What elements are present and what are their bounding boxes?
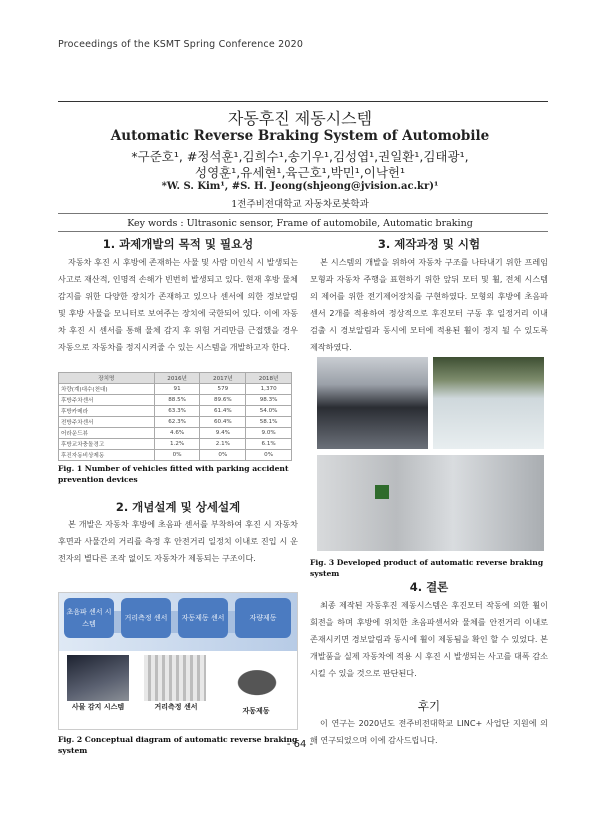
table-header: 장치명 xyxy=(59,373,155,384)
section-3-title: 3. 제작과정 및 시험 xyxy=(377,237,481,251)
authors-line-2: 성영훈¹,유세현¹,육근호¹,박민¹,이낙헌¹ xyxy=(195,165,405,180)
table-header-row xyxy=(59,373,292,384)
section-3-body: 본 시스템의 개발을 위하여 자동차 구조를 나타내기 위한 프레임 모형과 자동차 주행을 표현하기 위한 앞뒤 모터 및 휠, 전체 시스템의 제어를 위한 전기제어장치를 구현하였다. 모형의 후방에 초음파센서 2개를 적용하여 정상적으로 후진모터 구동 후 일정거리 이내 검출 시 경보알림과 동시에 모터에 적용된 휠이 정지 될 수 있도록 제작하였다. xyxy=(310,257,548,352)
table-header: 2017년 xyxy=(200,373,246,384)
table-row xyxy=(59,406,292,417)
table-row xyxy=(59,417,292,428)
title-korean: 자동후진 제동시스템 xyxy=(227,109,373,128)
table-cell: 4.6% xyxy=(154,428,200,439)
table-cell: 후방교차충돌경고 xyxy=(59,439,155,450)
table-row xyxy=(59,428,292,439)
conference-header: Proceedings of the KSMT Spring Conference 2020 xyxy=(58,39,304,50)
table-cell: 91 xyxy=(154,384,200,395)
table-cell: 9.4% xyxy=(200,428,246,439)
diagram-box-label: 자량제동 xyxy=(249,614,277,622)
table-cell: 9.0% xyxy=(246,428,292,439)
table-cell: 차량(계)대수(천대) xyxy=(59,384,155,395)
section-4-title: 4. 결론 xyxy=(409,580,449,594)
table-cell: 63.3% xyxy=(154,406,200,417)
table-cell: 6.1% xyxy=(246,439,292,450)
photo-label-object-detection: 사물 감지 시스템 xyxy=(71,703,125,711)
table-cell: 58.1% xyxy=(246,417,292,428)
table-cell: 89.6% xyxy=(200,395,246,406)
table-row xyxy=(59,384,292,395)
section-2-body: 본 개발은 자동차 후방에 초음파 센서를 부착하여 후진 시 자동차 후면과 사물간의 거리를 측정 후 안전거리 일정치 이내로 진입 시 운전자의 별다른 조작 없이도 자동차가 제동되는 구조이다. xyxy=(58,519,298,563)
diagram-box-label: 자동제동 센서 xyxy=(181,614,225,622)
auto-brake-photo xyxy=(224,661,290,697)
figure-3-caption: Fig. 3 Developed product of automatic reverse braking system xyxy=(310,558,544,578)
table-cell: 후방주차센서 xyxy=(59,395,155,406)
photo-label-distance-sensor: 거리측정 센서 xyxy=(154,703,198,711)
prototype-closeup-photo xyxy=(433,357,544,449)
vehicle-device-table-wrap xyxy=(58,372,298,461)
figure-1-caption: Fig. 1 Number of vehicles fitted with parking accident prevention devices xyxy=(58,464,289,484)
table-cell: 1.2% xyxy=(154,439,200,450)
section-2-title: 2. 개념설계 및 상세설계 xyxy=(115,500,241,514)
circuit-board xyxy=(375,485,389,499)
table-cell: 후진자동비상제동 xyxy=(59,450,155,461)
table-cell: 1,370 xyxy=(246,384,292,395)
keywords: Key words : Ultrasonic sensor, Frame of automobile, Automatic braking xyxy=(127,218,473,229)
object-detection-photo xyxy=(67,655,129,701)
section-1-title: 1. 과제개발의 목적 및 필요성 xyxy=(102,237,254,251)
table-cell: 어라운드뷰 xyxy=(59,428,155,439)
diagram-box-label: 거리측정 센서 xyxy=(124,614,168,622)
diagram-box-auto-brake-sensor xyxy=(178,598,228,638)
diagram-box-vehicle-brake xyxy=(235,598,291,638)
diagram-box-distance-sensor xyxy=(121,598,171,638)
title-english: Automatic Reverse Braking System of Automobile xyxy=(110,128,490,144)
table-cell: 579 xyxy=(200,384,246,395)
section-4-body: 최종 제작된 자동후진 제동시스템은 후진모터 작동에 의한 휠이 회전을 하며 후방에 위치한 초음파센서와 물체를 안전거리 이내로 존재시키면 경보알림과 동시에 휠이 제동됨을 확인 할 수 있었다. 본 개발품을 실제 자동차에 적용 시 후진 시 발생되는 사고를 대폭 감소시킬 수 있을 것으로 판단된다. xyxy=(310,600,548,678)
table-cell: 61.4% xyxy=(200,406,246,417)
table-cell: 54.0% xyxy=(246,406,292,417)
authors-line-1: *구준호¹, #정석훈¹,김희수¹,송기우¹,김성엽¹,권일환¹,김태광¹, xyxy=(131,149,469,164)
section-1-body: 자동차 후진 시 후방에 존재하는 사물 및 사람 미인식 시 발생되는 사고로 재산적, 인명적 손해가 빈번히 발생되고 있다. 현재 후방 물체 감지를 위한 다양한 장치가 존재하고 있으나 센서에 의한 경보알림 및 후방 사물을 모니터로 보여주는 장치에 국한되어 있다. 이에 자동차 후진 시 센서를 통해 물체 감지 후 위험 거리만큼 근접했을 경우 자동으로 자동차를 정지시켜줄 수 있는 시스템을 개발하고자 한다. xyxy=(58,257,298,352)
table-cell: 0% xyxy=(200,450,246,461)
header-rule xyxy=(58,101,548,102)
keywords-rule-top xyxy=(58,213,548,214)
team-building-photo xyxy=(317,357,428,449)
distance-sensor-photo xyxy=(144,655,206,701)
keywords-rule-bottom xyxy=(58,231,548,232)
table-header: 2016년 xyxy=(154,373,200,384)
table-header: 2018년 xyxy=(246,373,292,384)
table-cell: 2.1% xyxy=(200,439,246,450)
table-cell: 전방주차센서 xyxy=(59,417,155,428)
diagram-box-label: 초음파 센서 시스템 xyxy=(66,608,112,628)
photo-label-auto-brake: 자동제동 xyxy=(242,707,270,715)
table-cell: 62.3% xyxy=(154,417,200,428)
table-row xyxy=(59,439,292,450)
vehicle-device-table xyxy=(58,372,292,461)
acknowledgment-body: 이 연구는 2020년도 전주비전대학교 LINC+ 사업단 지원에 의해 연구되었으며 이에 감사드립니다. xyxy=(310,718,548,745)
figure-2-diagram xyxy=(58,592,298,730)
table-cell: 후방카메라 xyxy=(59,406,155,417)
figure-2-caption: Fig. 2 Conceptual diagram of automatic reverse braking system xyxy=(58,735,298,755)
table-cell: 98.3% xyxy=(246,395,292,406)
table-cell: 88.5% xyxy=(154,395,200,406)
developed-product-photo xyxy=(317,455,544,551)
page-number: - 64 - xyxy=(286,739,314,750)
affiliation: 1전주비전대학교 자동차로봇학과 xyxy=(231,199,369,210)
table-cell: 0% xyxy=(154,450,200,461)
table-cell: 0% xyxy=(246,450,292,461)
table-cell: 60.4% xyxy=(200,417,246,428)
acknowledgment-title: 후기 xyxy=(417,699,441,713)
authors-english: *W. S. Kim¹, #S. H. Jeong(shjeong@jvision.ac.kr)¹ xyxy=(161,181,439,192)
table-row xyxy=(59,450,292,461)
table-row xyxy=(59,395,292,406)
diagram-box-sensor-system xyxy=(64,598,114,638)
